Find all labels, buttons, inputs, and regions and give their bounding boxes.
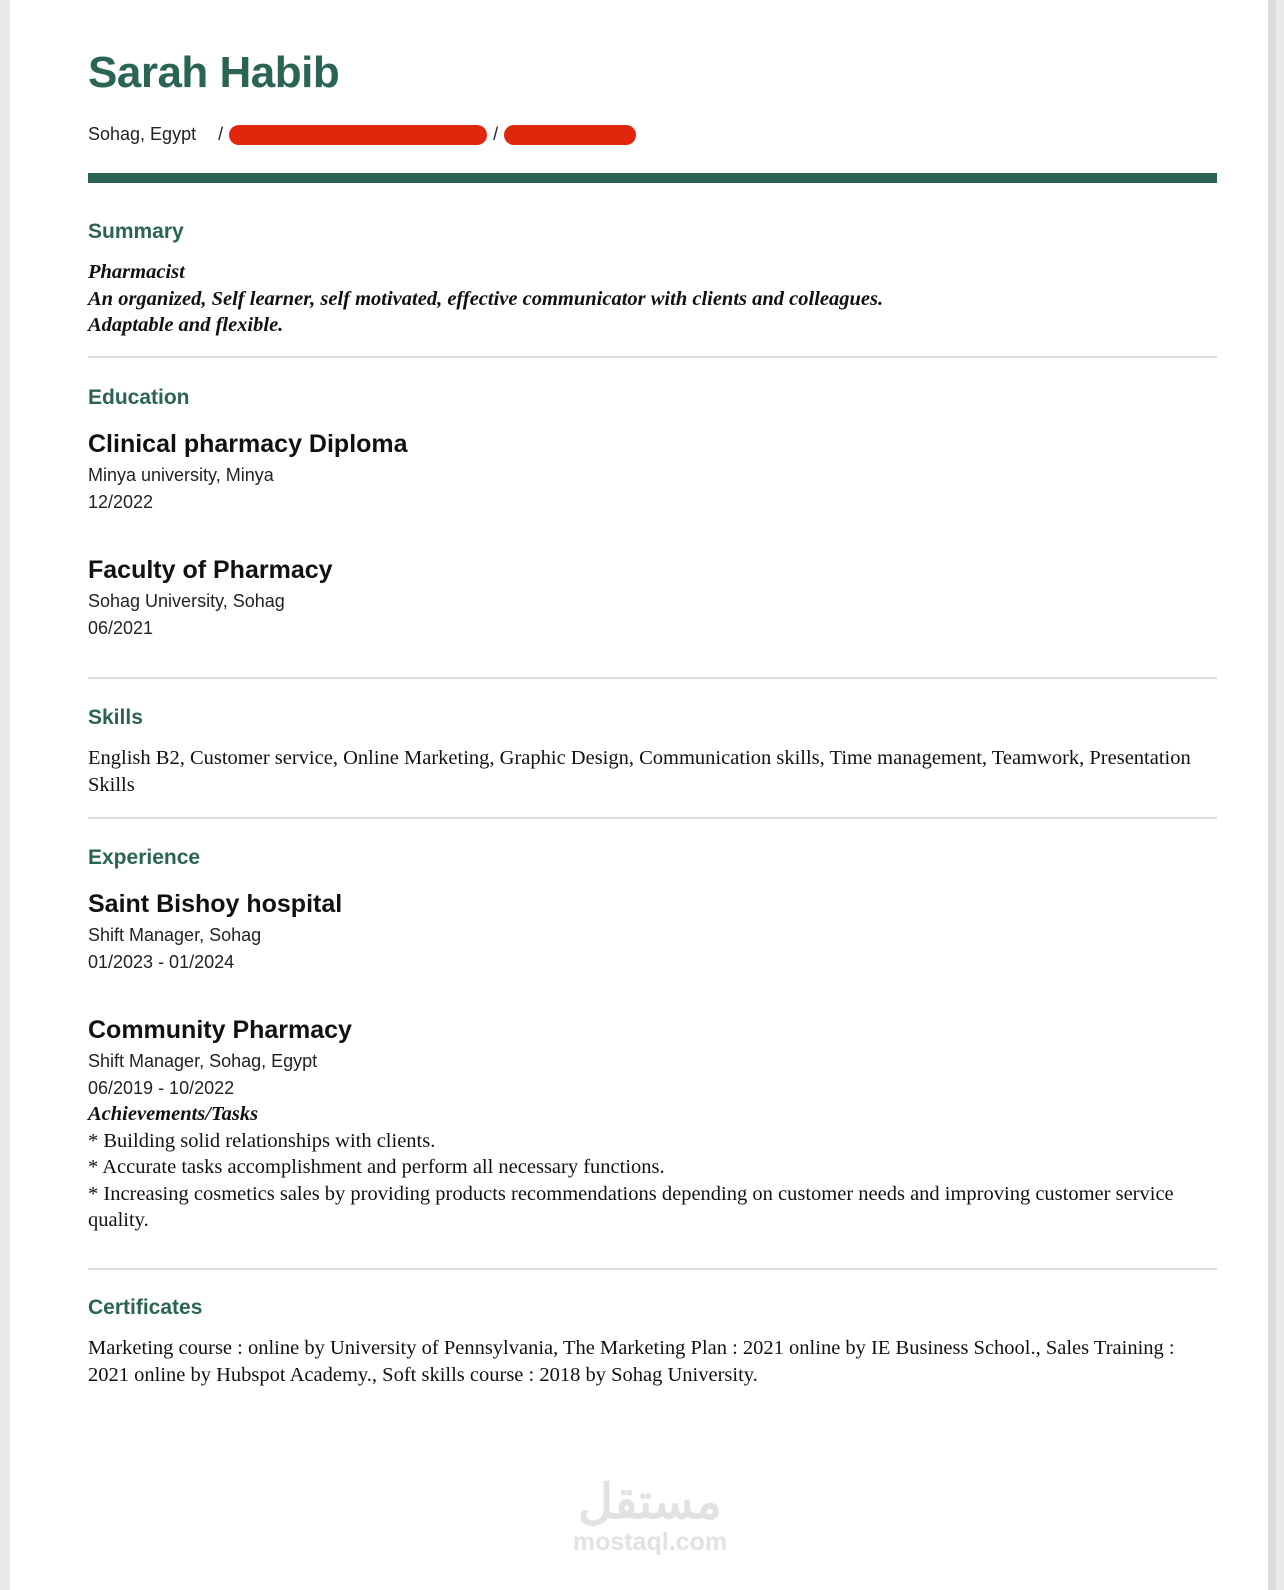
candidate-name: Sarah Habib bbox=[88, 48, 340, 97]
header-divider bbox=[88, 173, 1217, 183]
skills-text: English B2, Customer service, Online Marketing, Graphic Design, Communication skills, Time management, Teamwork, Presentation Skills bbox=[88, 747, 1191, 796]
skills-heading: Skills bbox=[88, 706, 143, 729]
education-item bbox=[88, 430, 408, 515]
divider bbox=[88, 356, 1217, 358]
education-title: Clinical pharmacy Diploma bbox=[88, 430, 408, 458]
education-date: 12/2022 bbox=[88, 491, 154, 512]
divider bbox=[88, 817, 1217, 819]
summary-text bbox=[88, 259, 1208, 339]
education-date: 06/2021 bbox=[88, 617, 154, 638]
watermark-latin: mostaql.com bbox=[572, 1528, 728, 1556]
experience-title: Saint Bishoy hospital bbox=[88, 890, 343, 918]
education-place: Minya university, Minya bbox=[88, 465, 274, 485]
watermark-arabic: مستقل bbox=[578, 1476, 722, 1529]
certificates-text: Marketing course : online by University of Pennsylvania, The Marketing Plan : 2021 online by IE Business School., Sales Training : 2021 online by Hubspot Academy., Soft skills course : 2018 by Sohag University. bbox=[88, 1337, 1175, 1386]
task-item: * Accurate tasks accomplishment and perform all necessary functions. bbox=[88, 1156, 665, 1178]
summary-line: An organized, Self learner, self motivated, effective communicator with clients and colleagues. bbox=[88, 287, 884, 310]
summary-line: Adaptable and flexible. bbox=[88, 314, 284, 336]
education-heading: Education bbox=[88, 386, 190, 409]
mostaql-watermark bbox=[570, 1478, 730, 1557]
divider bbox=[88, 1268, 1217, 1270]
redacted-email bbox=[229, 125, 487, 145]
location: Sohag, Egypt bbox=[88, 124, 197, 144]
experience-item bbox=[88, 1016, 1208, 1234]
certificates-heading: Certificates bbox=[88, 1296, 203, 1319]
experience-title: Community Pharmacy bbox=[88, 1016, 352, 1044]
experience-heading: Experience bbox=[88, 846, 201, 869]
page-edge bbox=[1268, 0, 1276, 1590]
redacted-phone bbox=[504, 125, 636, 145]
task-item: * Increasing cosmetics sales by providing products recommendations depending on customer needs and improving customer service quality. bbox=[88, 1182, 1174, 1231]
experience-date: 01/2023 - 01/2024 bbox=[88, 951, 235, 972]
divider bbox=[88, 677, 1217, 679]
tasks-heading: Achievements/Tasks bbox=[88, 1103, 259, 1125]
task-item: * Building solid relationships with clients. bbox=[88, 1129, 436, 1152]
education-item bbox=[88, 556, 333, 641]
contact-line bbox=[88, 124, 642, 145]
separator: / bbox=[493, 124, 499, 144]
experience-role: Shift Manager, Sohag bbox=[88, 925, 262, 945]
experience-role: Shift Manager, Sohag, Egypt bbox=[88, 1051, 318, 1071]
experience-item bbox=[88, 890, 342, 975]
summary-line: Pharmacist bbox=[88, 261, 185, 283]
summary-heading: Summary bbox=[88, 220, 184, 243]
resume-page bbox=[10, 0, 1276, 1590]
experience-date: 06/2019 - 10/2022 bbox=[88, 1077, 235, 1098]
separator: / bbox=[218, 124, 224, 144]
education-title: Faculty of Pharmacy bbox=[88, 556, 333, 584]
education-place: Sohag University, Sohag bbox=[88, 591, 285, 611]
